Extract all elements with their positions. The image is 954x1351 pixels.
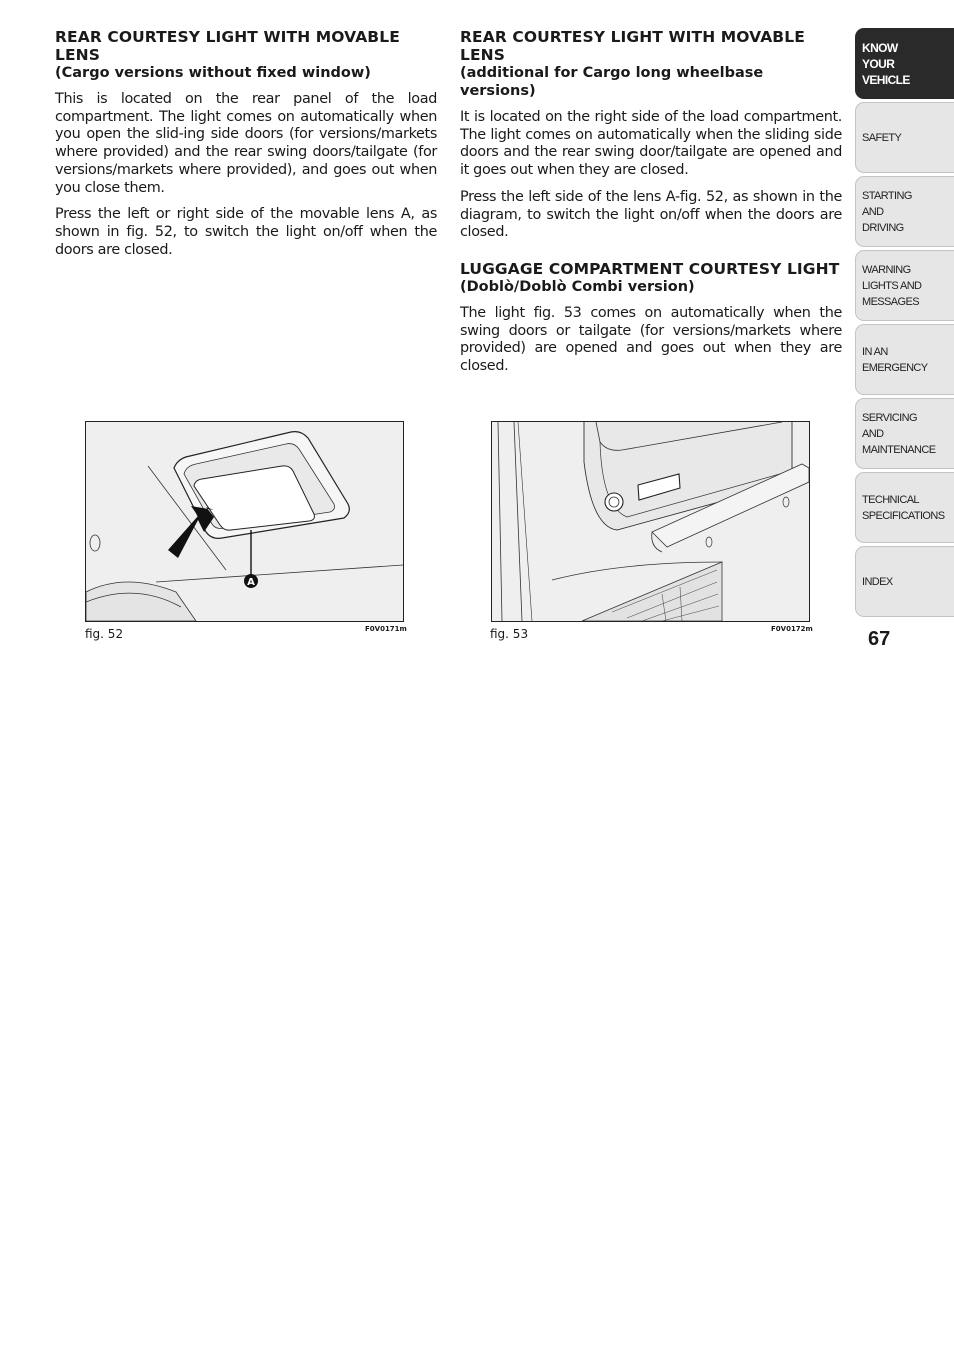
right-column bbox=[460, 28, 842, 385]
figure-53-illustration bbox=[491, 421, 810, 622]
tab-servicing[interactable]: SERVICING AND MAINTENANCE bbox=[855, 398, 954, 469]
tab-know-your-vehicle[interactable]: KNOW YOUR VEHICLE bbox=[855, 28, 954, 99]
figure-code: F0V0171m bbox=[365, 625, 407, 633]
paragraph: Press the left side of the lens A-fig. 52, as shown in the diagram, to switch the light on/off when the doors are closed. bbox=[460, 188, 842, 241]
section-subtitle: (Cargo versions without fixed window) bbox=[55, 65, 371, 81]
section-subtitle: (Doblò/Doblò Combi version) bbox=[460, 278, 695, 295]
page-number: 67 bbox=[868, 628, 891, 650]
figure-52-illustration bbox=[85, 421, 404, 622]
tab-starting-and-driving[interactable]: STARTING AND DRIVING bbox=[855, 176, 954, 247]
tab-technical-specifications[interactable]: TECHNICAL SPECIFICATIONS bbox=[855, 472, 954, 543]
chapter-tabs bbox=[855, 28, 954, 620]
figure-caption: fig. 53 bbox=[490, 627, 529, 641]
figure-code: F0V0172m bbox=[771, 625, 813, 633]
lens-label-a: A bbox=[247, 577, 255, 588]
tab-warning-lights[interactable]: WARNING LIGHTS AND MESSAGES bbox=[855, 250, 954, 321]
paragraph: Press the left or right side of the movable lens A, as shown in fig. 52, to switch the light on/off when the doors are closed. bbox=[55, 206, 437, 258]
tab-index[interactable]: INDEX bbox=[855, 546, 954, 617]
section-title: REAR COURTESY LIGHT WITH MOVABLE LENS bbox=[460, 28, 805, 64]
luggage-compartment-light-drawing bbox=[492, 422, 809, 621]
paragraph: It is located on the right side of the load compartment. The light comes on automatically when the sliding side doors and the rear swing door/tailgate are opened and it goes out when they are closed. bbox=[460, 109, 842, 179]
tab-in-an-emergency[interactable]: IN AN EMERGENCY bbox=[855, 324, 954, 395]
section-title: LUGGAGE COMPARTMENT COURTESY LIGHT bbox=[460, 259, 840, 278]
section-subtitle: (additional for Cargo long wheelbase versions) bbox=[460, 65, 764, 99]
section-title: REAR COURTESY LIGHT WITH MOVABLE LENS bbox=[55, 28, 400, 64]
paragraph: This is located on the rear panel of the load compartment. The light comes on automatically when you open the slid-ing side doors (for versions/markets where provided) and the rear swing doors/tailgate (for versions/markets where provided), and goes out when you close them. bbox=[55, 91, 437, 196]
figure-caption: fig. 52 bbox=[85, 627, 124, 641]
courtesy-light-lens-drawing bbox=[86, 422, 403, 621]
tab-safety[interactable]: SAFETY bbox=[855, 102, 954, 173]
left-column bbox=[55, 28, 437, 268]
paragraph: The light fig. 53 comes on automatically when the swing doors or tailgate (for versions/markets where provided) are opened and goes out when they are closed. bbox=[460, 304, 842, 375]
